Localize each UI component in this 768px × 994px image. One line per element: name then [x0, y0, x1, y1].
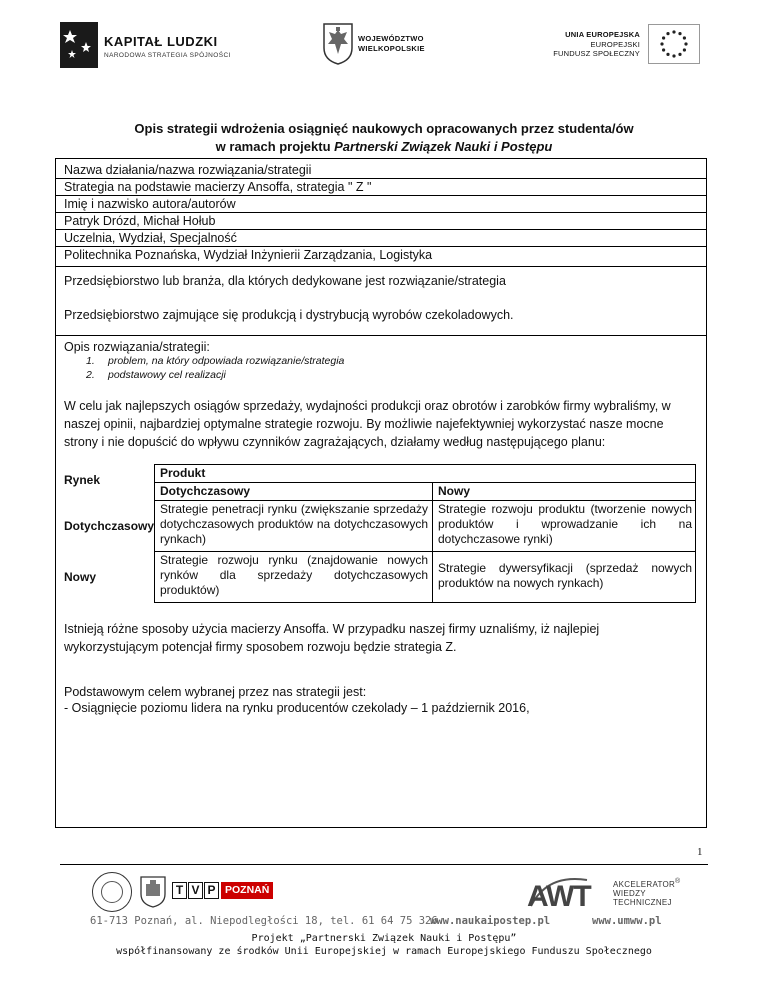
footer-address: 61-713 Poznań, al. Niepodległości 18, tel. 61 64 75 326 [90, 915, 438, 927]
table-line [154, 602, 696, 603]
awt-line2: WIEDZY [613, 889, 646, 898]
crest-icon [140, 876, 166, 908]
university-seal-inner [101, 881, 123, 903]
description-label: Opis rozwiązania/strategii: [64, 340, 210, 354]
strategy-name: Strategia na podstawie macierzy Ansoffa, strategia " Z " [64, 180, 372, 194]
produkt-header: Produkt [160, 466, 206, 480]
footer-project-info [60, 932, 708, 958]
description-items [86, 354, 344, 382]
table-line [154, 464, 696, 465]
description-item-2: 2. podstawowy cel realizacji [86, 369, 226, 381]
wielkopolskie-line1: WOJEWÓDZTWO [358, 34, 424, 43]
description-intro: W celu jak najlepszych osiągów sprzedaży, wydajności produkcji oraz obrotów i zarobków firmy wybraliśmy, w naszej opinii, najbardziej optymalne strategie rozwoju. By możliwie najefektywniej wykorzystać nasze mocne strony i nie dopuścić do wpływu czynników zagrażających, działamy według następującego planu: [64, 399, 671, 449]
description-item-1: 1. problem, na który odpowiada rozwiązanie/strategia [86, 355, 345, 367]
tvp-letter-p: P [204, 882, 219, 899]
title-line2 [60, 138, 708, 156]
wielkopolskie-line2: WIELKOPOLSKIE [358, 44, 425, 53]
awt-text [613, 880, 675, 907]
row-nowy: Nowy [64, 570, 97, 584]
awt-logo [527, 872, 681, 916]
wielkopolskie-text [358, 34, 425, 54]
rynek-header: Rynek [64, 473, 101, 487]
eagle-crest-icon [322, 22, 354, 66]
row-dotychczasowy: Dotychczasowy [64, 519, 155, 533]
eu-line3: FUNDUSZ SPOŁECZNY [553, 49, 640, 58]
footer-website-link[interactable]: www.umww.pl [592, 915, 662, 927]
author-label: Imię i nazwisko autora/autorów [64, 197, 236, 211]
table-line [695, 464, 696, 603]
cell-product-dev: Strategie rozwoju produktu (tworzenie nowych produktów i wprowadzanie ich na dotychczasowe rynki) [438, 502, 692, 546]
form-box [55, 158, 707, 828]
awt-letters: AWT [527, 880, 591, 913]
eu-logo [540, 24, 700, 70]
description-after: Istnieją różne sposoby użycia macierzy Ansoffa. W przypadku naszej firmy uznaliśmy, iż najlepiej wykorzystującym potencjał firmy sposobem rozwoju będzie strategia Z. [64, 622, 600, 654]
university-value: Politechnika Poznańska, Wydział Inżynierii Zarządzania, Logistyka [64, 248, 433, 262]
industry-value: Przedsiębiorstwo zajmujące się produkcją i dystrybucją wyrobów czekoladowych. [64, 308, 514, 322]
wielkopolskie-logo [322, 22, 442, 70]
table-line [432, 482, 433, 603]
university-label: Uczelnia, Wydział, Specjalność [64, 231, 237, 245]
title-line2-project: Partnerski Związek Nauki i Postępu [334, 139, 553, 154]
eu-text [553, 30, 640, 59]
document-title [60, 120, 708, 156]
tvp-poznan-logo [172, 882, 273, 900]
footer-divider [60, 864, 708, 865]
tvp-city: POZNAŃ [221, 882, 273, 899]
divider [56, 266, 706, 267]
table-line [154, 500, 696, 501]
kapital-ludzki-title: KAPITAŁ LUDZKI [104, 34, 218, 49]
ansoff-matrix-table [56, 464, 696, 604]
goal-intro: Podstawowym celem wybranej przez nas strategii jest: [64, 685, 367, 699]
industry-label: Przedsiębiorstwo lub branża, dla których dedykowane jest rozwiązanie/strategia [64, 274, 506, 288]
university-seal-icon [92, 872, 132, 912]
tvp-letter-v: V [188, 882, 203, 899]
cell-penetration: Strategie penetracji rynku (zwiększanie sprzedaży dotychczasowych produktów na dotychczasowych rynkach) [160, 502, 428, 546]
footer-project-line1: Projekt „Partnerski Związek Nauki i Postępu” [251, 933, 517, 944]
col-dotychczasowy: Dotychczasowy [160, 484, 251, 498]
eu-line1: UNIA EUROPEJSKA [565, 30, 640, 39]
eu-line2: EUROPEJSKI [590, 39, 640, 49]
awt-line1: AKCELERATOR [613, 880, 676, 889]
footer-project-line2: współfinansowany ze środków Unii Europejskiej w ramach Europejskiego Funduszu Społecznego [116, 946, 652, 957]
col-nowy: Nowy [438, 484, 471, 498]
cell-diversification: Strategie dywersyfikacji (sprzedaż nowych produktów na nowych rynkach) [438, 561, 692, 590]
cell-market-dev: Strategie rozwoju rynku (znajdowanie nowych rynków dla sprzedaży dotychczasowych produktów) [160, 553, 428, 597]
footer-website-link[interactable]: www.naukaipostep.pl [430, 915, 551, 927]
eu-flag-icon [648, 24, 700, 64]
registered-mark: ® [675, 878, 681, 885]
awt-line3: TECHNICZNEJ [613, 898, 672, 907]
kapital-ludzki-mark-icon [60, 22, 98, 68]
kapital-ludzki-logo [60, 22, 260, 70]
table-line [154, 551, 696, 552]
author-names: Patryk Drózd, Michał Hołub [64, 214, 216, 228]
tvp-letter-t: T [172, 882, 187, 899]
title-line1: Opis strategii wdrożenia osiągnięć naukowych opracowanych przez studenta/ów [134, 121, 634, 136]
page-number: 1 [697, 846, 703, 858]
table-line [154, 482, 696, 483]
goal-item: - Osiągnięcie poziomu lidera na rynku producentów czekolady – 1 październik 2016, [64, 701, 530, 715]
action-name-label: Nazwa działania/nazwa rozwiązania/strategii [64, 163, 312, 177]
divider [56, 335, 706, 336]
table-line [154, 464, 155, 603]
kapital-ludzki-subtitle: NARODOWA STRATEGIA SPÓJNOŚCI [104, 52, 231, 59]
title-line2-prefix: w ramach projektu [215, 139, 335, 154]
